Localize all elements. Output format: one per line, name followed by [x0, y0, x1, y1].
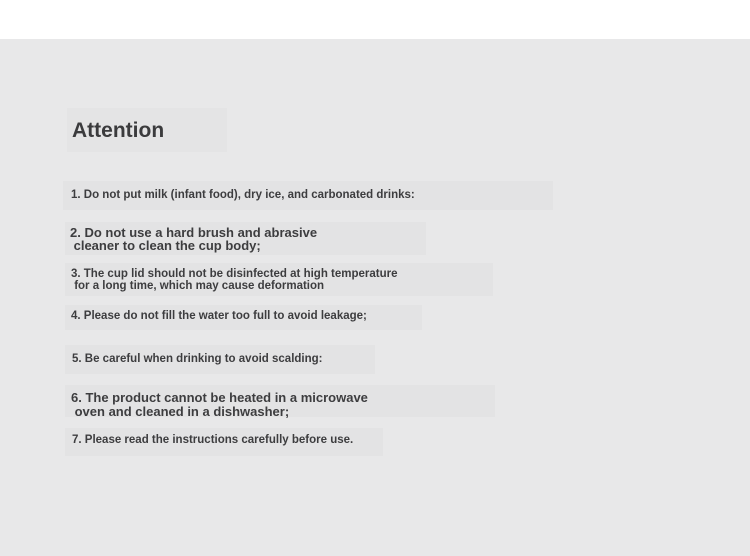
attention-item-7: 7. Please read the instructions carefully before use. — [72, 434, 354, 446]
attention-item-4: 4. Please do not fill the water too full to avoid leakage; — [71, 310, 367, 322]
attention-item-1: 1. Do not put milk (infant food), dry ice, and carbonated drinks: — [71, 189, 415, 201]
attention-item-5: 5. Be careful when drinking to avoid scalding: — [72, 353, 323, 365]
attention-heading: Attention — [72, 119, 165, 142]
attention-item-3: 3. The cup lid should not be disinfected at high temperature for a long time, which may cause deformation — [71, 268, 398, 292]
attention-item-2: 2. Do not use a hard brush and abrasive cleaner to clean the cup body; — [70, 225, 318, 253]
attention-item-6: 6. The product cannot be heated in a microwave oven and cleaned in a dishwasher; — [71, 390, 368, 419]
